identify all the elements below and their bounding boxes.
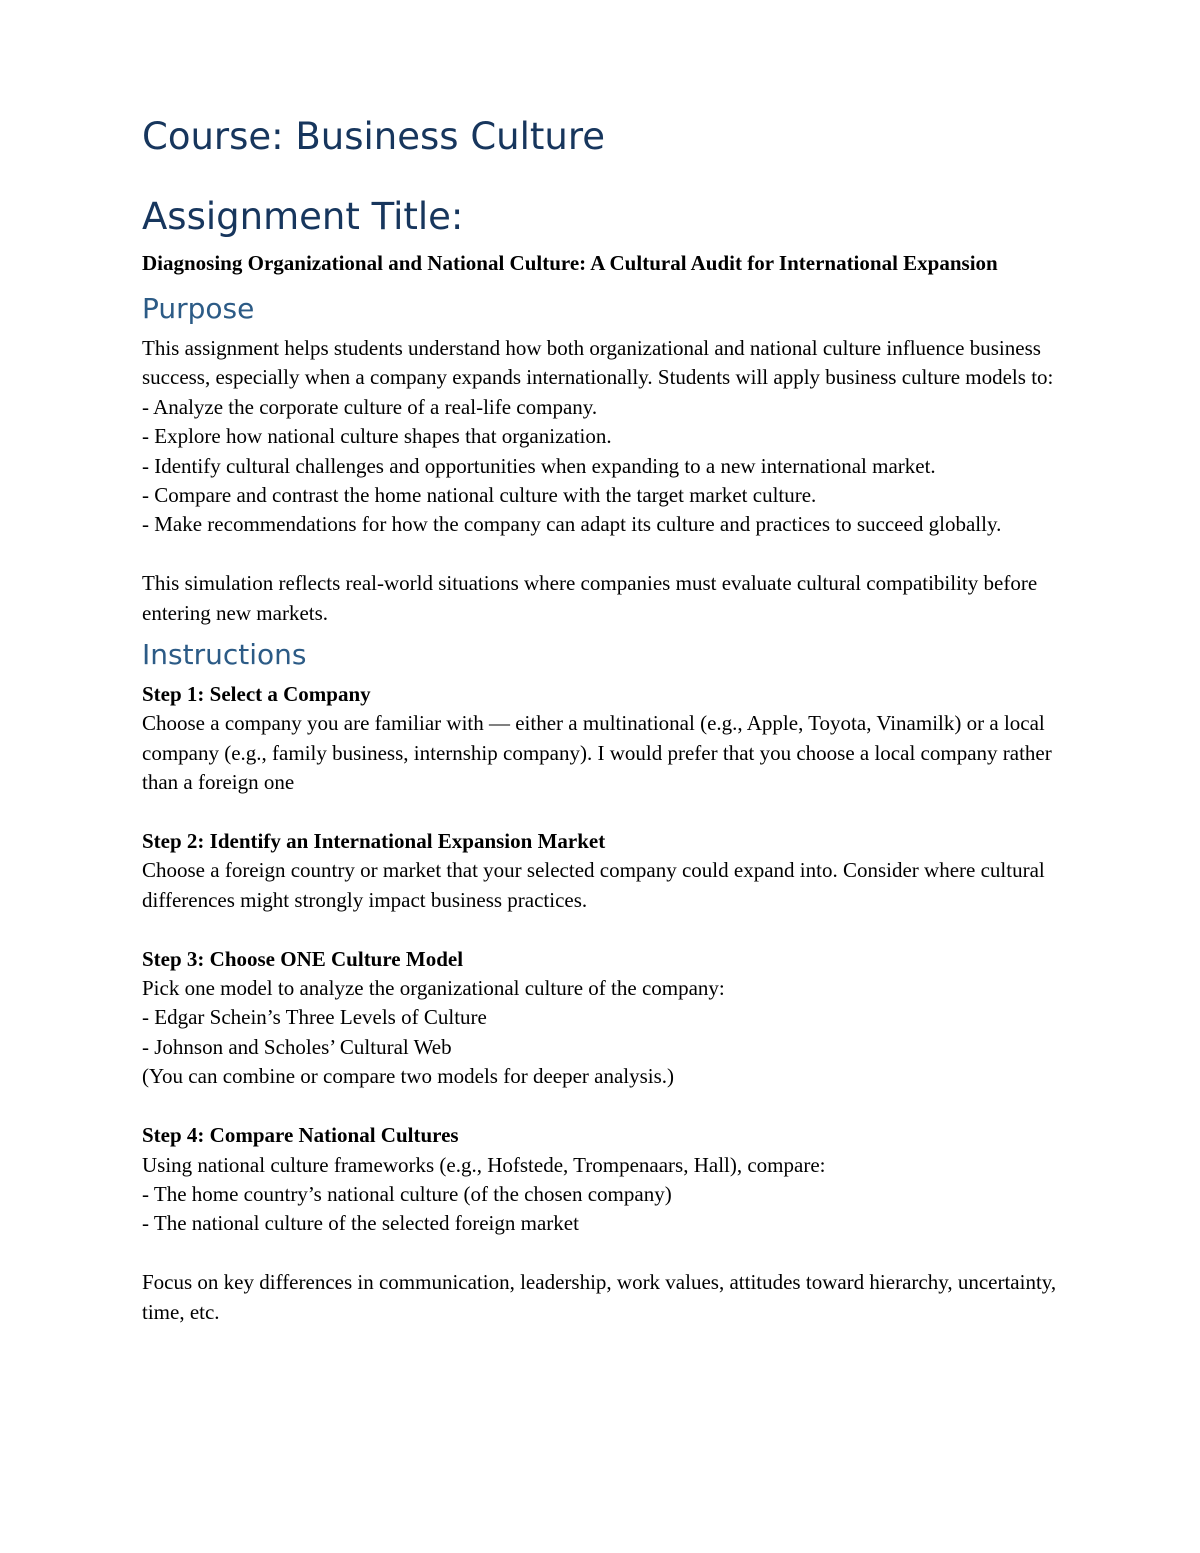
step-text: Using national culture frameworks (e.g., Hofstede, Trompenaars, Hall), compare: — [142, 1152, 826, 1177]
purpose-closing: This simulation reflects real-world situations where companies must evaluate cultural compatibility before entering new markets. — [142, 571, 1038, 625]
step-title: Step 2: Identify an International Expansion Market — [142, 829, 606, 854]
instructions-section — [142, 680, 1072, 1327]
step-1 — [142, 680, 1072, 798]
document-page — [142, 112, 1072, 1327]
step-text: Pick one model to analyze the organizational culture of the company: — [142, 976, 725, 1001]
focus-text: Focus on key differences in communication, leadership, work values, attitudes toward hierarchy, uncertainty, time, etc. — [142, 1270, 1057, 1324]
step-3 — [142, 945, 1072, 1092]
paragraph-spacer — [142, 798, 1072, 827]
step-2 — [142, 827, 1072, 915]
paragraph-spacer — [142, 915, 1072, 944]
purpose-heading: Purpose — [142, 292, 255, 325]
assignment-name: Diagnosing Organizational and National Culture: A Cultural Audit for International Expansion — [142, 251, 998, 275]
course-title: Course: Business Culture — [142, 115, 606, 158]
instructions-heading: Instructions — [142, 638, 307, 672]
step-title: Step 4: Compare National Cultures — [142, 1123, 459, 1148]
purpose-section — [142, 334, 1072, 628]
purpose-bullet: - Explore how national culture shapes that organization. — [142, 424, 612, 449]
step-text: Choose a foreign country or market that your selected company could expand into. Consider where cultural differences might strongly impact business practices. — [142, 858, 1045, 912]
step-title: Step 1: Select a Company — [142, 682, 371, 707]
assignment-heading: Assignment Title: — [142, 195, 464, 238]
step-text: - The national culture of the selected foreign market — [142, 1211, 579, 1236]
step-text: - Edgar Schein’s Three Levels of Culture — [142, 1005, 487, 1030]
purpose-bullet: - Compare and contrast the home national culture with the target market culture. — [142, 483, 817, 508]
step-text: (You can combine or compare two models for deeper analysis.) — [142, 1064, 675, 1089]
purpose-intro: This assignment helps students understand how both organizational and national culture influence business success, especially when a company expands internationally. Students will apply business culture models to: — [142, 336, 1054, 390]
paragraph-spacer — [142, 1092, 1072, 1121]
paragraph-spacer — [142, 1239, 1072, 1268]
step-text: Choose a company you are familiar with — either a multinational (e.g., Apple, Toyota, Vinamilk) or a local company (e.g., family business, internship company). I would prefer that you choose a local company rather than a foreign one — [142, 711, 1052, 795]
paragraph-spacer — [142, 540, 1072, 569]
step-text: - The home country’s national culture (of the chosen company) — [142, 1181, 672, 1206]
step-4 — [142, 1121, 1072, 1239]
step-title: Step 3: Choose ONE Culture Model — [142, 946, 464, 971]
purpose-bullet: - Identify cultural challenges and opportunities when expanding to a new international market. — [142, 453, 936, 478]
purpose-bullet: - Analyze the corporate culture of a real-life company. — [142, 394, 598, 419]
purpose-bullet: - Make recommendations for how the company can adapt its culture and practices to succeed globally. — [142, 512, 1002, 537]
step-text: - Johnson and Scholes’ Cultural Web — [142, 1034, 452, 1059]
